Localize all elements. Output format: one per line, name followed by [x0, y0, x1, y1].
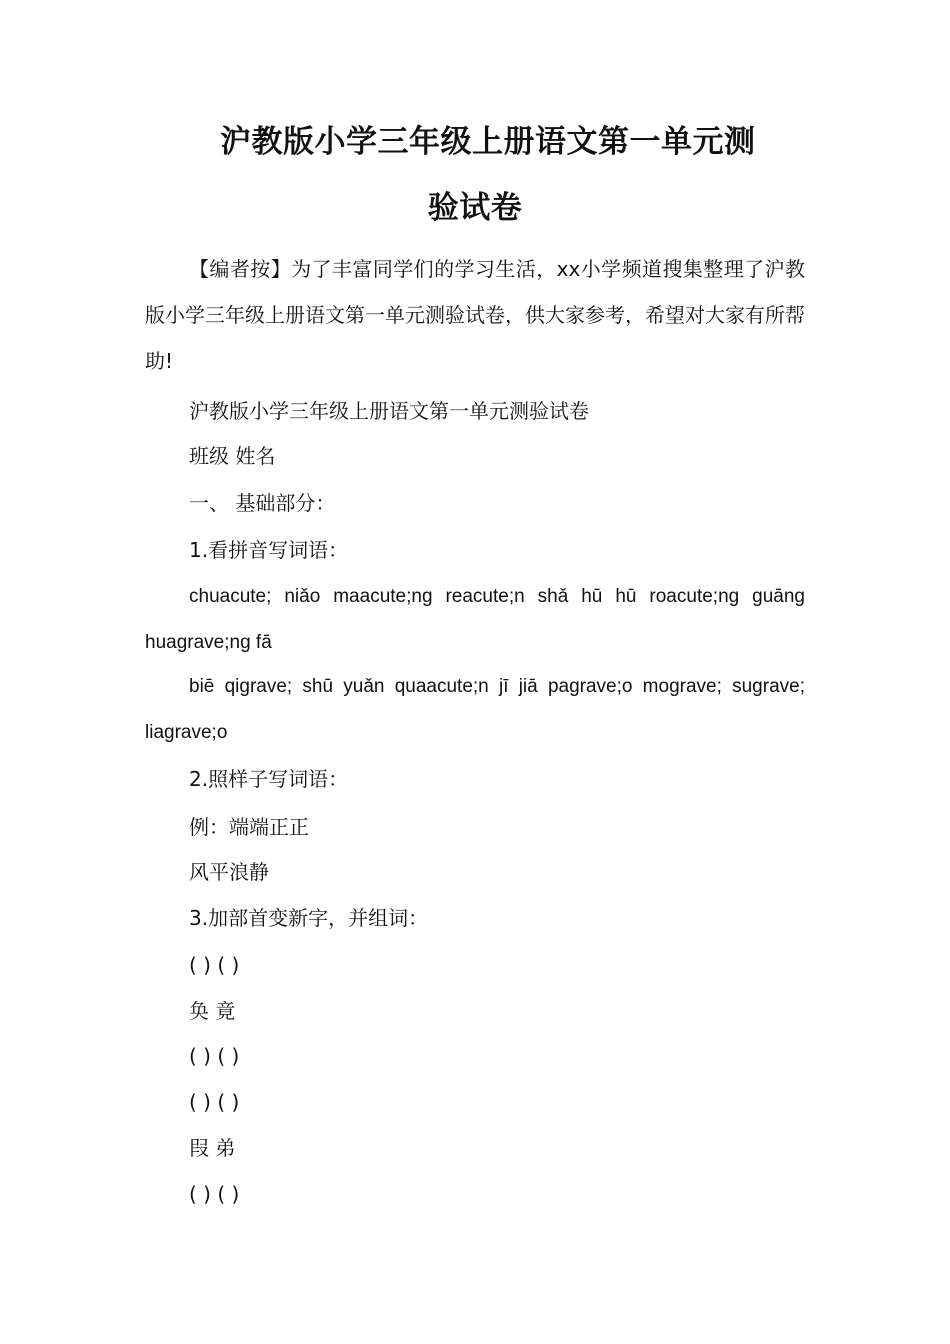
- page-title-line-1: 沪教版小学三年级上册语文第一单元测: [220, 124, 756, 160]
- blank-line: ( ) ( ): [189, 1182, 240, 1206]
- page-title-line-2: 验试卷: [427, 190, 523, 226]
- blank-line: ( ) ( ): [189, 1090, 240, 1114]
- question-2: 2.照样子写词语：: [189, 767, 349, 791]
- question-1: 1.看拼音写词语：: [189, 538, 349, 562]
- editor-note-paragraph: 【编者按】为了丰富同学们的学习生活，xx小学频道搜集整理了沪教版小学三年级上册语文第一单元测验试卷，供大家参考，希望对大家有所帮助!: [145, 257, 805, 373]
- question-3: 3.加部首变新字，并组词：: [189, 906, 429, 930]
- section-heading: 一、 基础部分：: [189, 491, 336, 515]
- example-line: 例：端端正正: [189, 815, 309, 839]
- blank-line: ( ) ( ): [189, 953, 240, 977]
- blank-line: ( ) ( ): [189, 1044, 240, 1068]
- exam-title-line: 沪教版小学三年级上册语文第一单元测验试卷: [189, 399, 589, 423]
- class-name-line: 班级 姓名: [189, 444, 276, 468]
- pinyin-line-1: chuacute; niǎo maacute;ng reacute;n shǎ hū hū roacute;ng guāng huagrave;ng fā: [145, 586, 805, 653]
- character-line: 奂 竟: [189, 999, 236, 1023]
- word-line: 风平浪静: [189, 860, 269, 884]
- character-line: 叚 弟: [189, 1136, 236, 1160]
- pinyin-line-2: biē qigrave; shū yuǎn quaacute;n jī jiā pagrave;o mograve; sugrave; liagrave;o: [145, 676, 805, 743]
